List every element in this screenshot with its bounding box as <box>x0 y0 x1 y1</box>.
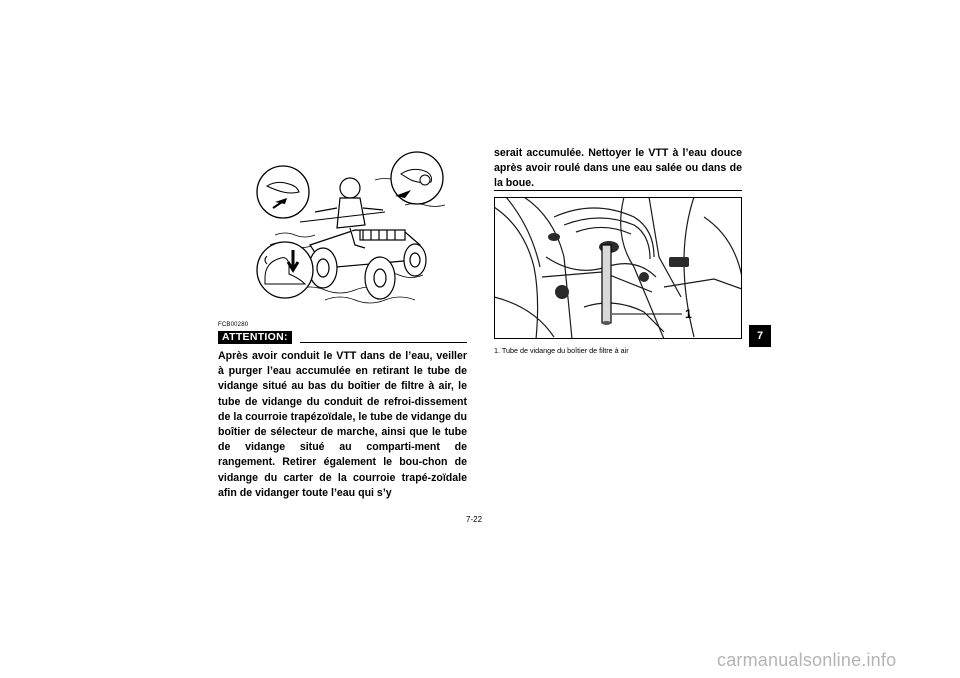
attention-label: ATTENTION: <box>218 331 292 344</box>
photo-caption: 1. Tube de vidange du boîtier de filtre à air <box>494 346 629 355</box>
section-tab: 7 <box>749 325 771 347</box>
watermark: carmanualsonline.info <box>717 650 897 670</box>
attention-header <box>218 331 467 345</box>
attention-body: Après avoir conduit le VTT dans de l’eau, veiller à purger l’eau accumulée en retirant le tube de vidange situé au bas du boîtier de filtre à air, le tube de vidange du conduit de refroi-dissement de la courroie trapézoïdale, le tube de vidange du boîtier de sélecteur de marche, ainsi que le tube de vidange situé au comparti-ment de rangement. Retirer également le bou-chon de vidange du carter de la courroie trapé-zoïdale afin de vidanger toute l’eau qui s’y <box>218 350 467 499</box>
drain-tube-photo <box>494 197 742 339</box>
attention-code: FCB00280 <box>218 322 249 328</box>
photo-callout: 1 <box>685 307 692 321</box>
page-number: 7-22 <box>466 515 483 524</box>
attention-body-continuation: serait accumulée. Nettoyer le VTT à l’eau douce après avoir roulé dans une eau salée ou dans de la boue. <box>494 147 742 190</box>
attention-rule <box>300 342 467 343</box>
atv-mud-illustration <box>255 150 460 310</box>
attention-end-rule <box>494 190 742 191</box>
